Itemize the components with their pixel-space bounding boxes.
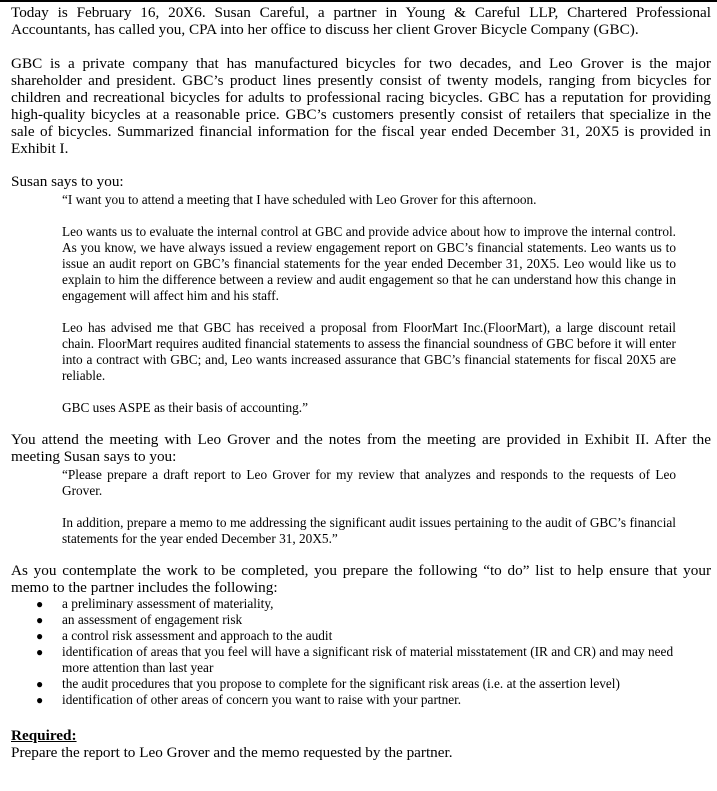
quote-block-2 bbox=[62, 467, 676, 547]
susan-says-label: Susan says to you: bbox=[11, 173, 124, 190]
quote1-paragraph-3: Leo has advised me that GBC has received a proposal from FloorMart Inc.(FloorMart), a large discount retail chain. FloorMart requires audited financial statements to assess the financial soundness of GBC before it will enter into a contract with GBC; and, Leo wants increased assurance that GBC’s financial statements for fiscal 20X5 are reliable. bbox=[62, 320, 676, 383]
bullet-icon: ● bbox=[36, 629, 44, 643]
quote-block-1 bbox=[62, 192, 676, 416]
list-item: ● identification of other areas of concern you want to raise with your partner. bbox=[36, 692, 462, 707]
todo-list bbox=[33, 596, 677, 708]
required-text: Prepare the report to Leo Grover and the memo requested by the partner. bbox=[11, 744, 453, 761]
list-item: ● the audit procedures that you propose to complete for the significant risk areas (i.e. at the assertion level) bbox=[36, 676, 620, 691]
list-item: ● a control risk assessment and approach to the audit bbox=[36, 628, 333, 643]
quote2-paragraph-2: In addition, prepare a memo to me addressing the significant audit issues pertaining to the audit of GBC’s financial statements for the year ended December 31, 20X5.” bbox=[62, 515, 676, 546]
list-item: ● an assessment of engagement risk bbox=[36, 612, 243, 627]
bullet-icon: ● bbox=[36, 613, 44, 627]
quote2-paragraph-1: “Please prepare a draft report to Leo Grover for my review that analyzes and responds to the requests of Leo Grover. bbox=[62, 467, 676, 498]
bullet-icon: ● bbox=[36, 597, 44, 611]
quote1-paragraph-1: “I want you to attend a meeting that I have scheduled with Leo Grover for this afternoon. bbox=[62, 192, 537, 207]
quote1-paragraph-4: GBC uses ASPE as their basis of accounting.” bbox=[62, 400, 308, 415]
meeting-paragraph: You attend the meeting with Leo Grover and the notes from the meeting are provided in Exhibit II. After the meeting Susan says to you: bbox=[11, 431, 711, 465]
list-item: ● a preliminary assessment of materiality, bbox=[36, 596, 274, 611]
bullet-icon: ● bbox=[36, 677, 44, 691]
quote1-paragraph-2: Leo wants us to evaluate the internal control at GBC and provide advice about how to improve the internal control. As you know, we have always issued a review engagement report on GBC’s financial statements. Leo wants us to issue an audit report on GBC’s financial statements for the year ended December 31, 20X5. Leo would like us to explain to him the difference between a review and audit engagement so that he can understand how this change in engagement will affect him and his staff. bbox=[62, 224, 676, 303]
document-page bbox=[11, 0, 711, 761]
todo-intro-paragraph: As you contemplate the work to be completed, you prepare the following “to do” list to help ensure that your memo to the partner includes the following: bbox=[11, 562, 711, 596]
bullet-icon: ● bbox=[36, 645, 44, 659]
bullet-icon: ● bbox=[36, 693, 44, 707]
required-heading: Required: bbox=[11, 727, 77, 744]
background-paragraph: GBC is a private company that has manufactured bicycles for two decades, and Leo Grover is the major shareholder and president. GBC’s product lines presently consist of twenty models, ranging from bicycles for children and recreational bicycles for adults to professional racing bicycles. GBC has a reputation for providing high-quality bicycles at a reasonable price. GBC’s customers presently consist of retailers that specialize in the sale of bicycles. Summarized financial information for the fiscal year ended December 31, 20X5 is provided in Exhibit I. bbox=[11, 55, 711, 157]
list-item: ● identification of areas that you feel will have a significant risk of material misstatement (IR and CR) and may need more attention than last year bbox=[36, 644, 674, 675]
intro-paragraph: Today is February 16, 20X6. Susan Careful, a partner in Young & Careful LLP, Chartered Professional Accountants, has called you, CPA into her office to discuss her client Grover Bicycle Company (GBC). bbox=[11, 4, 711, 38]
